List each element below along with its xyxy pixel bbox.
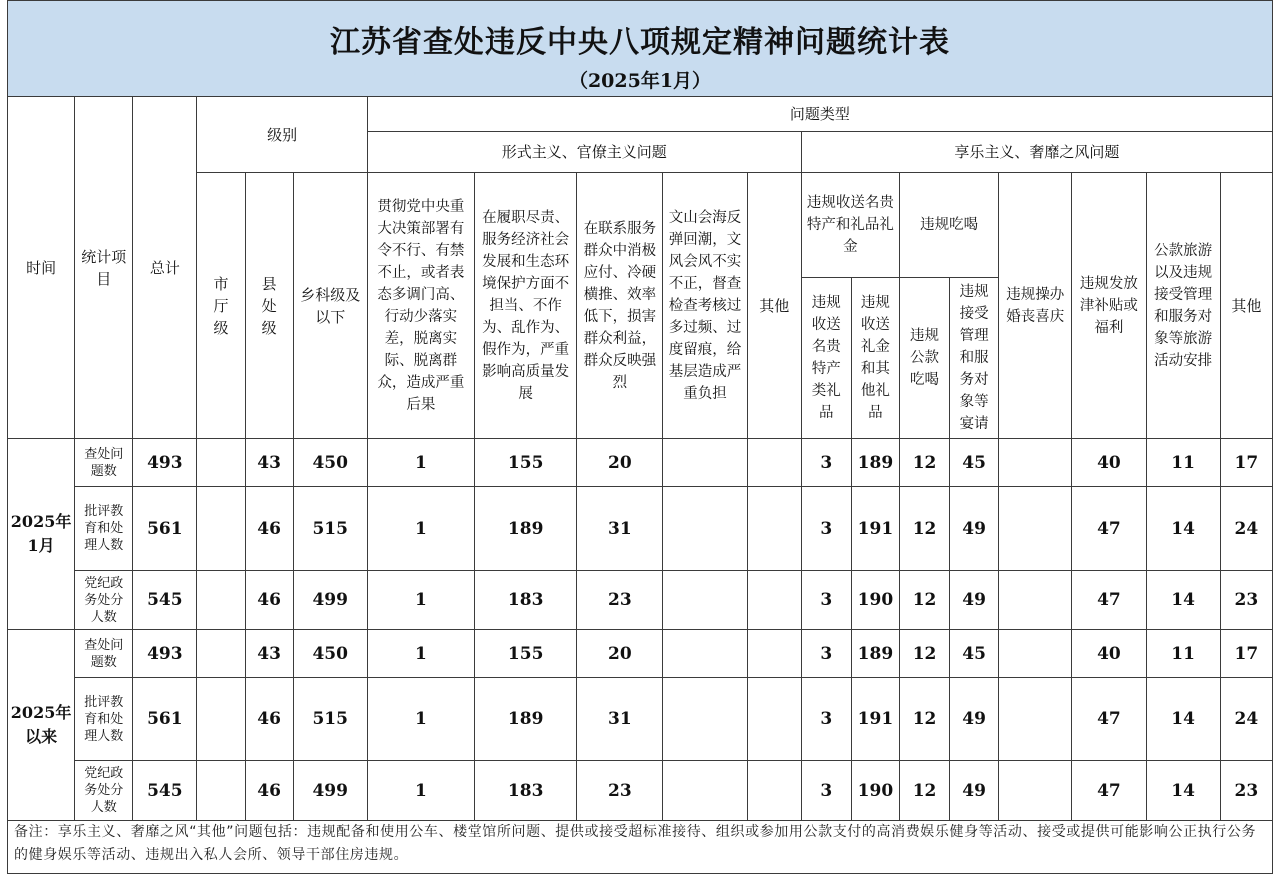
value-cell-gift-b: 189 bbox=[851, 439, 899, 487]
value-cell-travel: 14 bbox=[1146, 571, 1220, 630]
value-cell-f2: 189 bbox=[475, 678, 577, 761]
value-cell-town: 515 bbox=[293, 487, 367, 571]
value-cell-total: 561 bbox=[133, 678, 197, 761]
value-cell-f4 bbox=[663, 678, 747, 761]
value-cell-town: 450 bbox=[293, 439, 367, 487]
value-cell-gift-a: 3 bbox=[801, 630, 851, 678]
value-cell-total: 545 bbox=[133, 761, 197, 821]
header-level-city: 市厅级 bbox=[197, 173, 245, 439]
value-cell-h-other: 24 bbox=[1220, 678, 1272, 761]
value-cell-wedding bbox=[999, 439, 1072, 487]
value-cell-dining-a: 12 bbox=[899, 571, 949, 630]
value-cell-f3: 23 bbox=[577, 571, 663, 630]
value-cell-f1: 1 bbox=[367, 761, 474, 821]
value-cell-f4 bbox=[663, 487, 747, 571]
table-row bbox=[8, 761, 1273, 821]
header-formalism-meetings: 文山会海反弹回潮，文风会风不实不正，督查检查考核过多过频、过度留痕，给基层造成严重负担 bbox=[663, 173, 747, 439]
item-label-cell: 批评教育和处理人数 bbox=[75, 487, 133, 571]
value-cell-f1: 1 bbox=[367, 630, 474, 678]
value-cell-county: 46 bbox=[245, 678, 293, 761]
period-cell: 2025年以来 bbox=[8, 630, 75, 821]
value-cell-travel: 11 bbox=[1146, 630, 1220, 678]
value-cell-subsidy: 47 bbox=[1072, 678, 1146, 761]
header-travel: 公款旅游以及违规接受管理和服务对象等旅游活动安排 bbox=[1146, 173, 1220, 439]
value-cell-f3: 20 bbox=[577, 439, 663, 487]
header-dining-banquet: 违规接受管理和服务对象等宴请 bbox=[950, 278, 999, 439]
value-cell-f4 bbox=[663, 439, 747, 487]
header-gift-specialty: 违规收送名贵特产类礼品 bbox=[801, 278, 851, 439]
value-cell-wedding bbox=[999, 571, 1072, 630]
header-subsidy: 违规发放津补贴或福利 bbox=[1072, 173, 1146, 439]
header-formalism: 形式主义、官僚主义问题 bbox=[367, 132, 801, 173]
statistics-sheet bbox=[7, 0, 1273, 874]
value-cell-wedding bbox=[999, 630, 1072, 678]
value-cell-subsidy: 40 bbox=[1072, 630, 1146, 678]
item-label-cell: 党纪政务处分人数 bbox=[75, 761, 133, 821]
value-cell-gift-a: 3 bbox=[801, 761, 851, 821]
value-cell-subsidy: 47 bbox=[1072, 487, 1146, 571]
table-row bbox=[8, 571, 1273, 630]
value-cell-city bbox=[197, 439, 245, 487]
value-cell-total: 545 bbox=[133, 571, 197, 630]
header-wedding: 违规操办婚丧喜庆 bbox=[999, 173, 1072, 439]
value-cell-travel: 14 bbox=[1146, 487, 1220, 571]
value-cell-travel: 11 bbox=[1146, 439, 1220, 487]
table-row bbox=[8, 630, 1273, 678]
header-dining-public: 违规公款吃喝 bbox=[899, 278, 949, 439]
value-cell-f2: 183 bbox=[475, 761, 577, 821]
header-formalism-duty: 在履职尽责、服务经济社会发展和生态环境保护方面不担当、不作为、乱作为、假作为，严重影响高质量发展 bbox=[475, 173, 577, 439]
value-cell-dining-b: 49 bbox=[950, 761, 999, 821]
value-cell-f1: 1 bbox=[367, 439, 474, 487]
page-title: 江苏省查处违反中央八项规定精神问题统计表 bbox=[330, 25, 950, 60]
value-cell-f-other bbox=[747, 678, 801, 761]
value-cell-gift-b: 191 bbox=[851, 678, 899, 761]
value-cell-city bbox=[197, 678, 245, 761]
value-cell-wedding bbox=[999, 487, 1072, 571]
value-cell-travel: 14 bbox=[1146, 678, 1220, 761]
header-gift-cash: 违规收送礼金和其他礼品 bbox=[851, 278, 899, 439]
value-cell-f2: 189 bbox=[475, 487, 577, 571]
value-cell-city bbox=[197, 761, 245, 821]
value-cell-f2: 155 bbox=[475, 439, 577, 487]
value-cell-h-other: 23 bbox=[1220, 571, 1272, 630]
header-hedonism-other: 其他 bbox=[1220, 173, 1272, 439]
value-cell-total: 493 bbox=[133, 630, 197, 678]
value-cell-f4 bbox=[663, 571, 747, 630]
value-cell-wedding bbox=[999, 678, 1072, 761]
value-cell-town: 450 bbox=[293, 630, 367, 678]
value-cell-f3: 31 bbox=[577, 487, 663, 571]
value-cell-f2: 155 bbox=[475, 630, 577, 678]
value-cell-dining-b: 45 bbox=[950, 439, 999, 487]
header-hedonism: 享乐主义、奢靡之风问题 bbox=[801, 132, 1272, 173]
value-cell-gift-a: 3 bbox=[801, 439, 851, 487]
value-cell-f2: 183 bbox=[475, 571, 577, 630]
table-row bbox=[8, 678, 1273, 761]
header-problem-type: 问题类型 bbox=[367, 97, 1272, 132]
value-cell-h-other: 23 bbox=[1220, 761, 1272, 821]
value-cell-dining-a: 12 bbox=[899, 487, 949, 571]
value-cell-f4 bbox=[663, 761, 747, 821]
header-formalism-decisions: 贯彻党中央重大决策部署有令不行、有禁不止，或者表态多调门高、行动少落实差，脱离实际、脱离群众，造成严重后果 bbox=[367, 173, 474, 439]
value-cell-total: 493 bbox=[133, 439, 197, 487]
value-cell-subsidy: 40 bbox=[1072, 439, 1146, 487]
value-cell-dining-b: 49 bbox=[950, 571, 999, 630]
value-cell-gift-b: 189 bbox=[851, 630, 899, 678]
period-cell: 2025年1月 bbox=[8, 439, 75, 630]
header-level-town: 乡科级及以下 bbox=[293, 173, 367, 439]
header-formalism-masses: 在联系服务群众中消极应付、冷硬横推、效率低下，损害群众利益，群众反映强烈 bbox=[577, 173, 663, 439]
value-cell-county: 46 bbox=[245, 571, 293, 630]
value-cell-town: 499 bbox=[293, 761, 367, 821]
value-cell-dining-a: 12 bbox=[899, 678, 949, 761]
value-cell-county: 43 bbox=[245, 439, 293, 487]
value-cell-dining-b: 49 bbox=[950, 487, 999, 571]
value-cell-f3: 31 bbox=[577, 678, 663, 761]
value-cell-f-other bbox=[747, 487, 801, 571]
title-banner bbox=[8, 1, 1272, 96]
value-cell-f3: 23 bbox=[577, 761, 663, 821]
value-cell-dining-a: 12 bbox=[899, 630, 949, 678]
item-label-cell: 查处问题数 bbox=[75, 630, 133, 678]
value-cell-dining-a: 12 bbox=[899, 439, 949, 487]
header-total: 总计 bbox=[133, 97, 197, 439]
value-cell-dining-a: 12 bbox=[899, 761, 949, 821]
value-cell-dining-b: 49 bbox=[950, 678, 999, 761]
value-cell-gift-b: 190 bbox=[851, 571, 899, 630]
value-cell-h-other: 24 bbox=[1220, 487, 1272, 571]
value-cell-travel: 14 bbox=[1146, 761, 1220, 821]
value-cell-gift-a: 3 bbox=[801, 487, 851, 571]
value-cell-h-other: 17 bbox=[1220, 439, 1272, 487]
value-cell-f-other bbox=[747, 630, 801, 678]
item-label-cell: 批评教育和处理人数 bbox=[75, 678, 133, 761]
header-item: 统计项目 bbox=[75, 97, 133, 439]
value-cell-f-other bbox=[747, 761, 801, 821]
item-label-cell: 党纪政务处分人数 bbox=[75, 571, 133, 630]
value-cell-town: 515 bbox=[293, 678, 367, 761]
header-dining: 违规吃喝 bbox=[899, 173, 998, 278]
value-cell-gift-a: 3 bbox=[801, 678, 851, 761]
value-cell-gift-a: 3 bbox=[801, 571, 851, 630]
value-cell-f1: 1 bbox=[367, 571, 474, 630]
value-cell-f-other bbox=[747, 439, 801, 487]
value-cell-total: 561 bbox=[133, 487, 197, 571]
value-cell-f1: 1 bbox=[367, 487, 474, 571]
header-level: 级别 bbox=[197, 97, 367, 173]
value-cell-f-other bbox=[747, 571, 801, 630]
value-cell-gift-b: 191 bbox=[851, 487, 899, 571]
page-subtitle: （2025年1月） bbox=[568, 70, 712, 92]
value-cell-county: 43 bbox=[245, 630, 293, 678]
value-cell-town: 499 bbox=[293, 571, 367, 630]
value-cell-county: 46 bbox=[245, 761, 293, 821]
value-cell-f1: 1 bbox=[367, 678, 474, 761]
header-gift: 违规收送名贵特产和礼品礼金 bbox=[801, 173, 899, 278]
value-cell-wedding bbox=[999, 761, 1072, 821]
header-formalism-other: 其他 bbox=[747, 173, 801, 439]
table-row bbox=[8, 487, 1273, 571]
value-cell-f3: 20 bbox=[577, 630, 663, 678]
table-row bbox=[8, 439, 1273, 487]
item-label-cell: 查处问题数 bbox=[75, 439, 133, 487]
value-cell-dining-b: 45 bbox=[950, 630, 999, 678]
footnote: 备注：享乐主义、奢靡之风“其他”问题包括：违规配备和使用公车、楼堂馆所问题、提供或接受超标准接待、组织或参加用公款支付的高消费娱乐健身等活动、接受或提供可能影响公正执行公务的健身娱乐等活动、违规出入私人会所、领导干部住房违规。 bbox=[14, 824, 1257, 863]
value-cell-city bbox=[197, 571, 245, 630]
value-cell-city bbox=[197, 487, 245, 571]
value-cell-subsidy: 47 bbox=[1072, 571, 1146, 630]
statistics-table bbox=[7, 96, 1273, 821]
value-cell-county: 46 bbox=[245, 487, 293, 571]
value-cell-f4 bbox=[663, 630, 747, 678]
value-cell-subsidy: 47 bbox=[1072, 761, 1146, 821]
header-level-county: 县处级 bbox=[245, 173, 293, 439]
value-cell-h-other: 17 bbox=[1220, 630, 1272, 678]
value-cell-city bbox=[197, 630, 245, 678]
value-cell-gift-b: 190 bbox=[851, 761, 899, 821]
header-time: 时间 bbox=[8, 97, 75, 439]
